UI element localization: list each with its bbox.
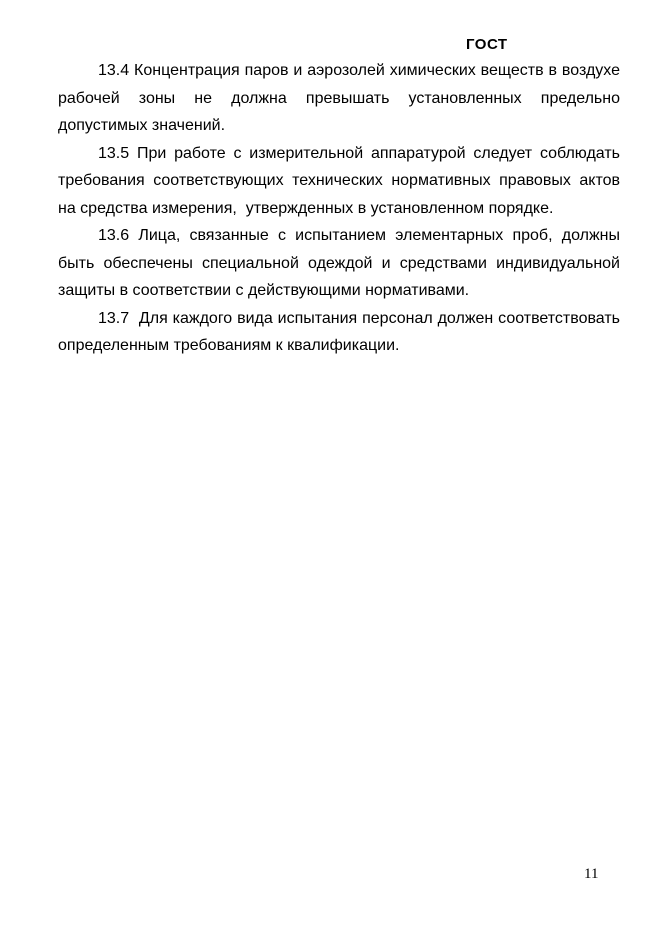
paragraph-13-4: 13.4 Концентрация паров и аэрозолей химических веществ в воздухе рабочей зоны не должна превышать установленных предельно допустимых значений. — [58, 62, 625, 134]
document-body — [58, 57, 625, 360]
document-header: ГОСТ — [466, 36, 508, 53]
paragraph-13-7: 13.7 Для каждого вида испытания персонал должен соответствовать определенным требованиям к квалификации. — [58, 309, 625, 354]
paragraph-13-6: 13.6 Лица, связанные с испытанием элементарных проб, должны быть обеспечены специальной одеждой и средствами индивидуальной защиты в соответствии с действующими нормативами. — [58, 227, 625, 299]
paragraph-13-5: 13.5 При работе с измерительной аппаратурой следует соблюдать требования соответствующих технических нормативных правовых актов на средства измерения, утвержденных в установленном порядке. — [58, 144, 625, 217]
page-number: 11 — [584, 866, 599, 882]
